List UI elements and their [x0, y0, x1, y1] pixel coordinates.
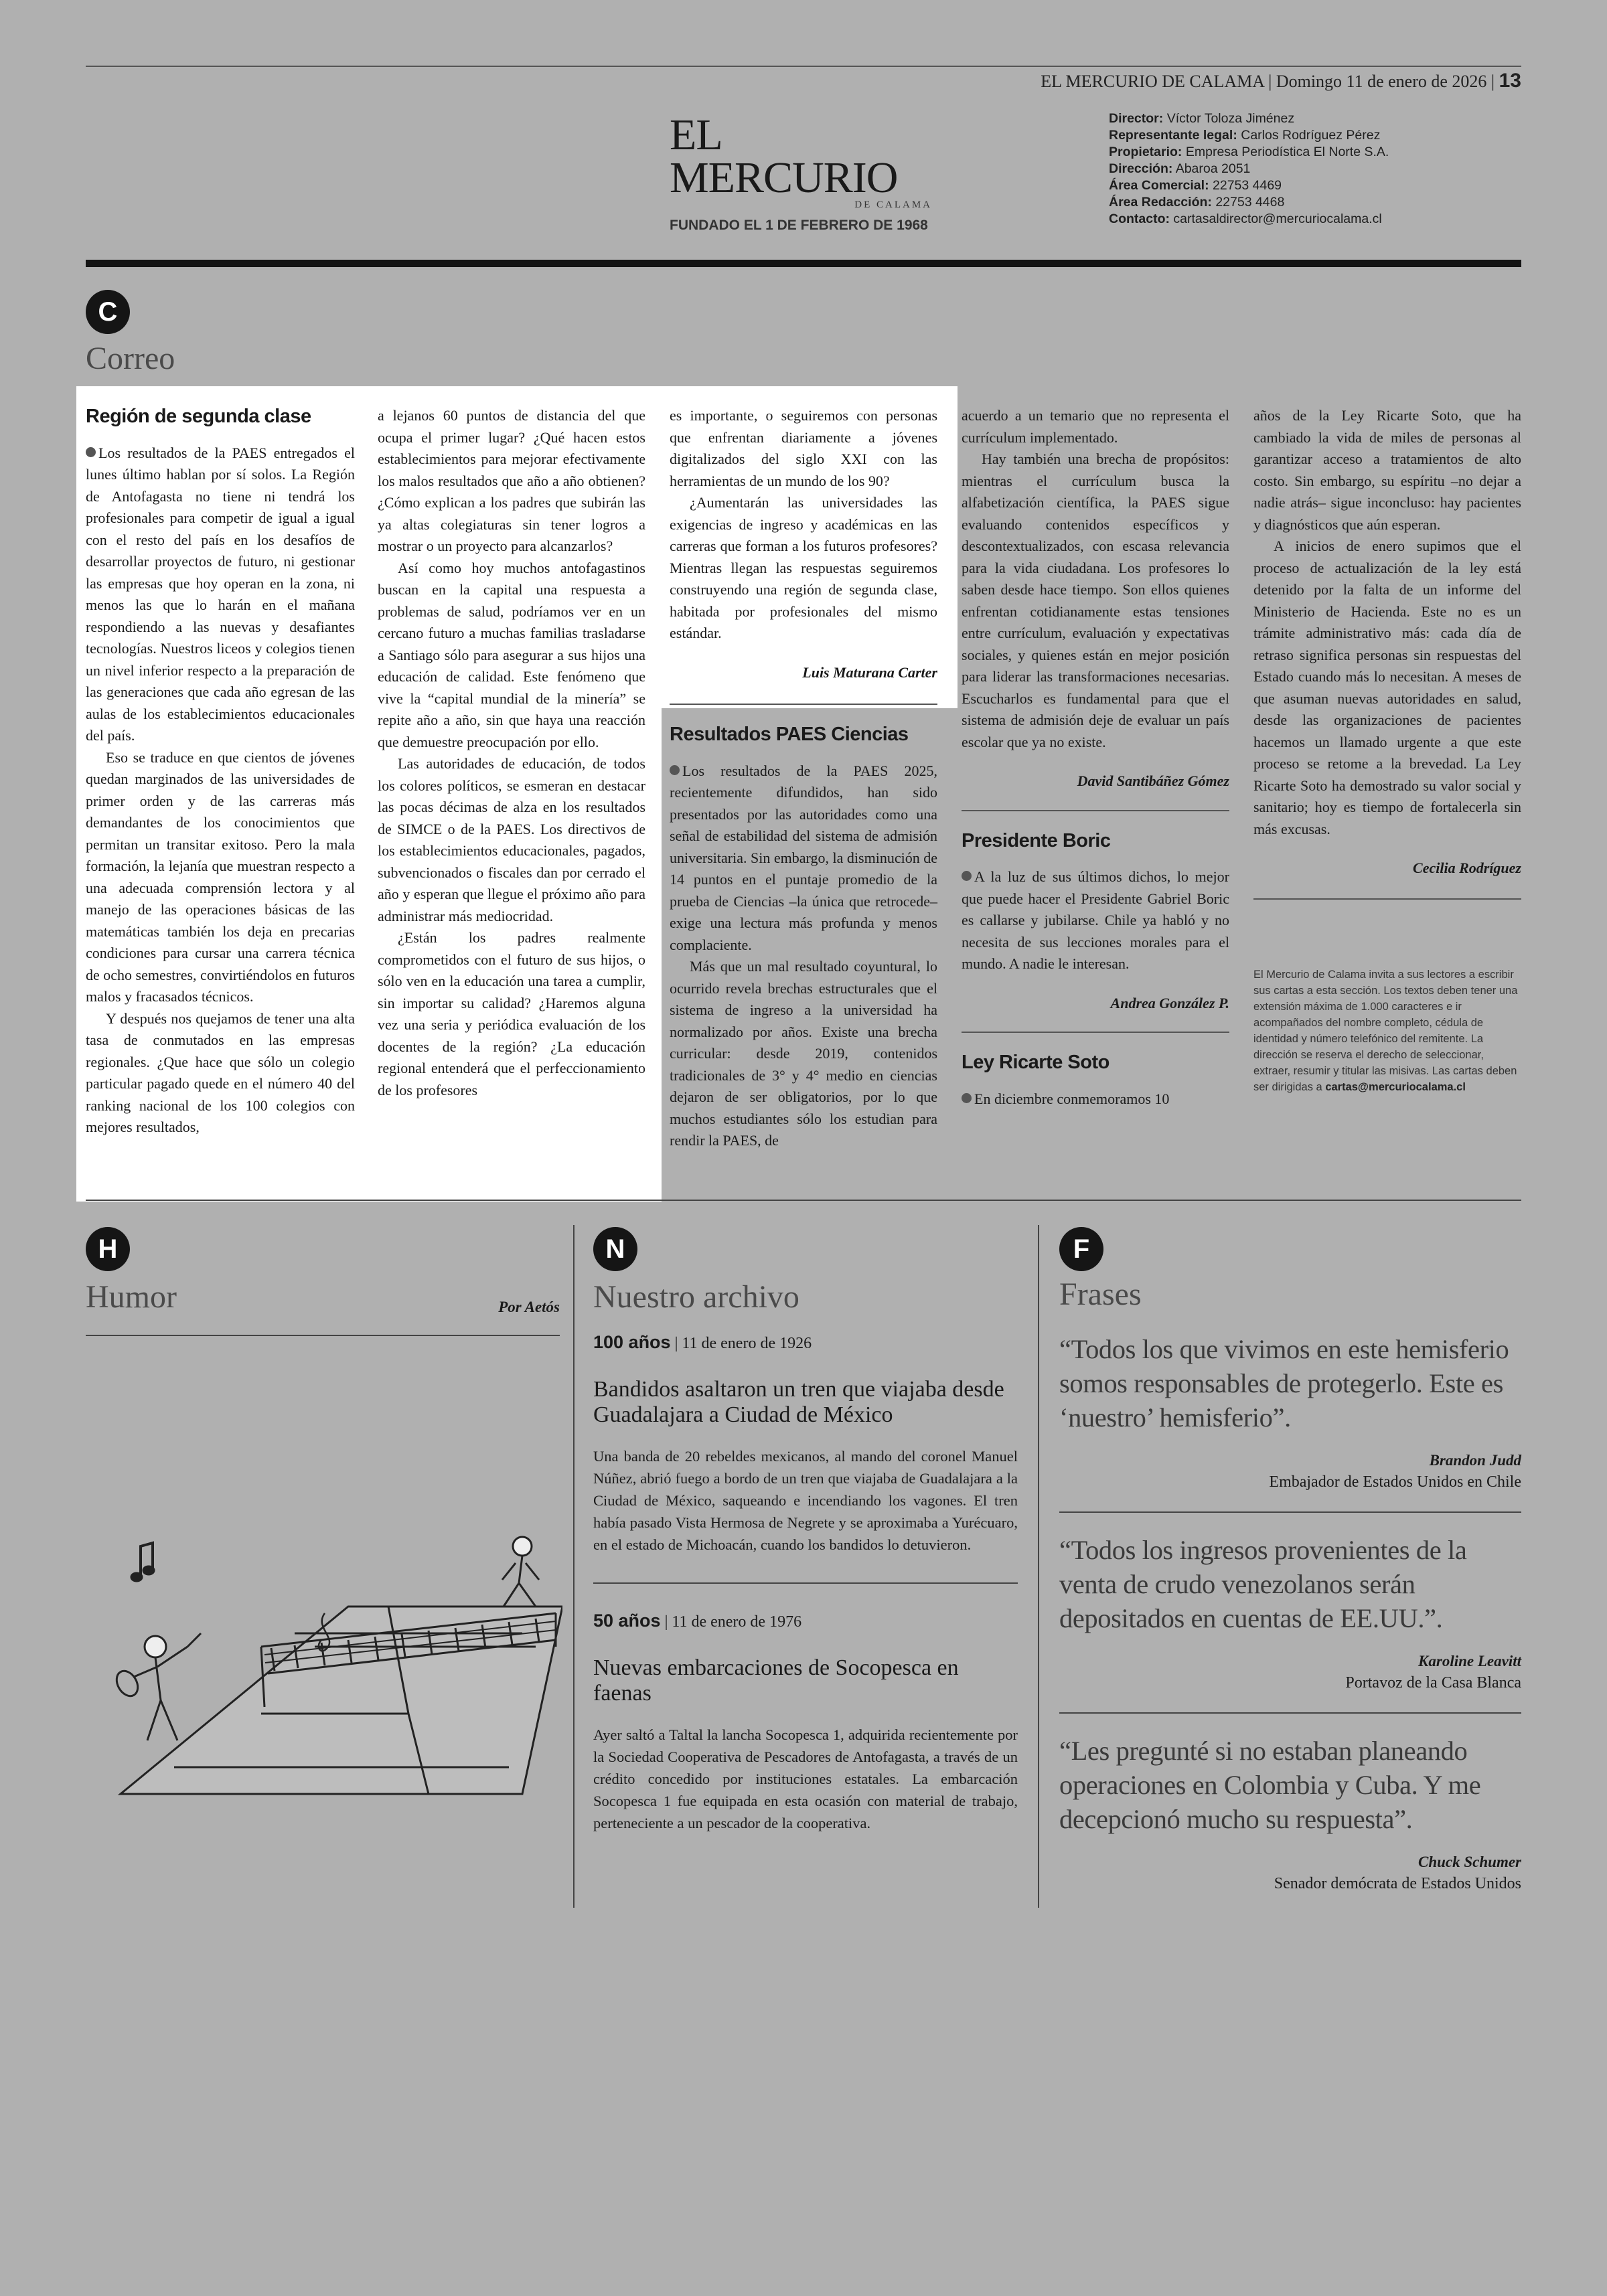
letter-divider — [962, 810, 1229, 811]
masthead-line: Dirección: Abaroa 2051 — [1109, 161, 1251, 176]
running-header-text: EL MERCURIO DE CALAMA | Domingo 11 de enero de 2026 | — [1041, 72, 1495, 91]
letter-paragraph: Los resultados de la PAES entregados el lunes último hablan por sí solos. La Región de Antofagasta no tiene ni tendrá los profesionales para competir de igual a igual con el resto del país en los desafíos de desarrollar proyectos de futuro, ni gestionar las empresas que hoy operan en la zona, ni menos las que lo harán en el mañana respondiendo a las nuevas y desafiantes tecnologías. Nuestros liceos y colegios tienen un nivel inferior respecto a la preparación de las generaciones que cada año egresan de las aulas de los establecimientos educacionales del país. — [86, 444, 355, 744]
quote-text: “Todos los que vivimos en este hemisferio somos responsables de protegerlo. Este es ‘nuestro’ hemisferio”. — [1059, 1334, 1509, 1432]
submission-note: El Mercurio de Calama invita a sus lectores a escribir sus cartas a esta sección. Los textos deben tener una extensión máxima de 1.000 caracteres e ir acompañados del nombre completo, cédula de identidad y número telefónico del remitente. La dirección se reserva el derecho de seleccionar, extraer, resumir y titular las misivas. Las cartas deben ser dirigidas a cartas@mercuriocalama.cl — [1253, 968, 1518, 1093]
letter-column-2 — [378, 405, 645, 1101]
letter-column-1 — [86, 402, 355, 1139]
letter-paragraph: Eso se traduce en que cientos de jóvenes quedan marginados de las universidades de primer orden y de las carreras más demandantes de los conocimientos que permitan un transitar exitoso. Pero la mala formación, la lejanía que muestran respecto a una adecuada comprensión lectora y al manejo de las operaciones básicas de las matemáticas también los deja en precarias condiciones para cursar una carrera técnica de ocho semestres, convirtiéndolos en futuros malos y fracasados técnicos. — [86, 748, 356, 1005]
letter-column-4 — [962, 405, 1229, 1110]
bullet-icon — [962, 871, 972, 881]
founded-line: FUNDADO EL 1 DE FEBRERO DE 1968 — [670, 218, 928, 233]
humor-title: Humor — [86, 1279, 177, 1315]
quote-author: Karoline Leavitt — [1418, 1653, 1521, 1669]
masthead-line: Área Comercial: 22753 4469 — [1109, 178, 1282, 193]
letter-divider — [670, 704, 937, 705]
humor-badge: H — [86, 1227, 130, 1271]
letter-paragraph: Hay también una brecha de propósitos: mientras el currículum busca la alfabetización científica, la PAES sigue evaluando contenidos específicos y descontextualizados, con escasa relevancia para la vida ciudadana. Los profesores lo saben desde hace tiempo. Son ellos quienes enfrentan cotidianamente estas tensiones entre currículum, evaluación y expectativas sociales, y quienes están en mejor posición para liderar las transformaciones necesarias. Escucharlos es fundamental para que el sistema de admisión deje de evaluar un país escolar que ya no existe. — [962, 450, 1229, 750]
letter-headline: Región de segunda clase — [86, 406, 311, 427]
quote-role: Embajador de Estados Unidos en Chile — [1269, 1473, 1521, 1491]
letter-signature: Luis Maturana Carter — [802, 663, 937, 681]
humor-rule — [86, 1335, 560, 1336]
letter-column-5 — [1253, 405, 1521, 1095]
archive-section — [593, 1332, 1018, 1834]
frases-title: Frases — [1059, 1277, 1142, 1312]
letter-headline: Ley Ricarte Soto — [962, 1052, 1109, 1073]
tennis-cartoon-illustration — [94, 1446, 562, 1821]
letter-signature: Cecilia Rodríguez — [1413, 859, 1521, 876]
masthead-line: Director: Víctor Toloza Jiménez — [1109, 111, 1295, 126]
page-number: 13 — [1499, 70, 1521, 92]
quote-divider — [1059, 1712, 1521, 1714]
archive-headline: Nuevas embarcaciones de Socopesca en faenas — [593, 1655, 959, 1706]
quote-author: Chuck Schumer — [1418, 1854, 1521, 1870]
humor-byline: Por Aetós — [498, 1299, 560, 1315]
logo-city: DE CALAMA — [854, 199, 932, 210]
letter-headline: Resultados PAES Ciencias — [670, 724, 909, 745]
archive-text: Ayer saltó a Taltal la lancha Socopesca 1, adquirida recientemente por la Sociedad Cooperativa de Pescadores de Antofagasta, a través de un crédito concedido por instituciones estatales. La embarcación Socopesca 1 fue equipada en esta ocasión con material de trabajo, perteneciente a un pescador de la cooperativa. — [593, 1726, 1018, 1831]
letter-paragraph: ¿Aumentarán las universidades las exigencias de ingreso y académicas en las carreras que forman a los futuros profesores? Mientras llegan las respuestas seguiremos construyendo una región de segunda clase, habitada por profesionales del mismo estándar. — [670, 494, 937, 641]
letter-paragraph: a lejanos 60 puntos de distancia del que ocupa el primer lugar? ¿Qué hacen estos establecimientos para mejorar efectivamente los malos resultados que año a año obtienen? ¿Cómo explican a los padres que subirán las ya altas colegiaturas sin tener logros a mostrar o un proyecto para alcanzarlos? — [378, 407, 645, 554]
letter-divider — [1253, 898, 1521, 900]
newspaper-logo — [670, 110, 951, 234]
letter-headline: Presidente Boric — [962, 829, 1111, 851]
running-header — [971, 70, 1521, 92]
section-divider — [86, 1200, 1521, 1201]
masthead-line: Representante legal: Carlos Rodríguez Pérez — [1109, 128, 1381, 143]
letter-paragraph: A la luz de sus últimos dichos, lo mejor que puede hacer el Presidente Gabriel Boric es callarse y jubilarse. Chile ya habló y no necesita de sus lecciones morales para el mundo. A nadie le interesan. — [962, 868, 1229, 972]
archivo-title: Nuestro archivo — [593, 1279, 799, 1315]
letter-paragraph: ¿Están los padres realmente comprometidos con el futuro de sus hijos, o sólo ven en la educación una tarea a cumplir, sin importar su calidad? ¿Haremos alguna vez una seria y periódica evaluación de los docentes de la región? ¿La educación regional entenderá que el perfeccionamiento de los profesores — [378, 929, 645, 1098]
letter-paragraph: A inicios de enero supimos que el proceso de actualización de la ley está detenido por la falta de un informe del Ministerio de Hacienda. Este no es un trámite administrativo más: cada día de retraso significa personas sin respuestas del Estado cuando más lo necesitan. A meses de que asuman nuevas autoridades en salud, desde las organizaciones de pacientes hacemos un llamado urgente a que este proceso se retome a la brevedad. La Ley Ricarte Soto ha demostrado su valor social y sanitario; hoy es tiempo de fortalecerla sin más excusas. — [1253, 538, 1521, 837]
letter-paragraph: Los resultados de la PAES 2025, recientemente difundidos, han sido presentados por las autoridades como una señal de estabilidad del sistema de admisión universitaria. Sin embargo, la disminución de 14 puntos en el puntaje promedio de la prueba de Ciencias –la única que retrocede– exige una lectura más profunda y menos complaciente. — [670, 762, 937, 953]
column-rule — [573, 1225, 575, 1908]
column-rule — [1038, 1225, 1039, 1908]
letter-divider — [962, 1032, 1229, 1033]
bullet-icon — [86, 447, 96, 457]
archive-date-line: 50 años | 11 de enero de 1976 — [593, 1611, 802, 1631]
top-rule — [86, 66, 1521, 67]
correo-title: Correo — [86, 341, 175, 376]
archive-divider — [593, 1582, 1018, 1584]
letter-paragraph: Así como hoy muchos antofagastinos buscan en la capital una respuesta a problemas de salud, podríamos ver en un cercano futuro a muchas familias trasladarse a Santiago sólo para asegurar a sus hijos una educación de calidad. Este fenómeno que vive la “capital mundial de la minería” se repite año a año, sin que haya una reacción que demuestre preocupación por ello. — [378, 559, 645, 750]
quotes-section — [1059, 1332, 1521, 1893]
quote-text: “Les pregunté si no estaban planeando operaciones en Colombia y Cuba. Y me decepcionó mucho su respuesta”. — [1059, 1736, 1481, 1834]
masthead-line: Área Redacción: 22753 4468 — [1109, 195, 1285, 210]
quote-divider — [1059, 1511, 1521, 1513]
letter-paragraph: Más que un mal resultado coyuntural, lo ocurrido revela brechas estructurales que el sistema de ingreso a la universidad ha normalizado por años. Existe una brecha curricular: desde 2019, contenidos tradicionales de 3° y 4° medio en ciencias dejaron de ser obligatorios, por lo que muchos estudiantes sólo los estudian para rendir la PAES, de — [670, 958, 937, 1149]
masthead-credits — [1109, 110, 1511, 228]
quote-text: “Todos los ingresos provenientes de la venta de crudo venezolanos serán depositados en cuentas de EE.UU.”. — [1059, 1535, 1467, 1633]
archive-text: Una banda de 20 rebeldes mexicanos, al mando del coronel Manuel Núñez, abrió fuego a bordo de un tren que viajaba de Guadalajara a la Ciudad de México, saqueando e incendiando los vagones. El tren había pasado Vista Hermosa de Negrete y se aproximaba a Yurécuaro, en el estado de Michoacán, cuando los bandidos lo detuvieron. — [593, 1448, 1018, 1553]
masthead-line: Propietario: Empresa Periodística El Norte S.A. — [1109, 145, 1389, 159]
letter-paragraph: En diciembre conmemoramos 10 — [962, 1088, 1229, 1111]
letter-paragraph: Las autoridades de educación, de todos los colores políticos, se esmeran en destacar las pocas décimas de alza en los resultados de SIMCE o de la PAES. Los directivos de los establecimientos educacionales, pagados, subvencionados o fiscales dan por cerrado el año y esperan que llegue el próximo año para administrar más mediocridad. — [378, 755, 645, 924]
frases-badge: F — [1059, 1227, 1103, 1271]
quote-role: Portavoz de la Casa Blanca — [1345, 1674, 1521, 1692]
archive-headline: Bandidos asaltaron un tren que viajaba desde Guadalajara a Ciudad de México — [593, 1377, 1004, 1427]
letter-signature: Andrea González P. — [1110, 994, 1229, 1011]
archivo-badge: N — [593, 1227, 637, 1271]
logo-name: EL MERCURIO — [670, 110, 898, 202]
letter-paragraph: acuerdo a un temario que no representa el currículum implementado. — [962, 407, 1229, 446]
letter-signature: David Santibáñez Gómez — [1077, 772, 1229, 789]
bullet-icon — [670, 765, 680, 775]
letter-paragraph: Y después nos quejamos de tener una alta tasa de conmutados en las empresas regionales. ¿Que hace que sólo un colegio particular pagado quede en el número 40 del ranking nacional de los 100 colegios con mejores resultados, — [86, 1009, 355, 1135]
archive-date-line: 100 años | 11 de enero de 1926 — [593, 1332, 812, 1352]
bullet-icon — [962, 1093, 972, 1103]
letter-paragraph: es importante, o seguiremos con personas que enfrentan diariamente a jóvenes digitalizados del siglo XXI con las herramientas de un mundo de los 90? — [670, 407, 937, 489]
letter-paragraph: años de la Ley Ricarte Soto, que ha cambiado la vida de miles de personas al garantizar acceso a tratamientos de alto costo. Sin embargo, su espíritu –no dejar a nadie atrás– sigue inconcluso: hay pacientes y diagnósticos que aún esperan. — [1253, 407, 1521, 533]
correo-badge: C — [86, 290, 130, 334]
masthead-line: Contacto: cartasaldirector@mercuriocalama.cl — [1109, 212, 1382, 226]
submission-email[interactable]: cartas@mercuriocalama.cl — [1325, 1080, 1466, 1093]
letter-column-3 — [670, 405, 937, 1152]
quote-author: Brandon Judd — [1429, 1452, 1521, 1469]
quote-role: Senador demócrata de Estados Unidos — [1274, 1875, 1521, 1892]
header-bar — [86, 260, 1521, 267]
